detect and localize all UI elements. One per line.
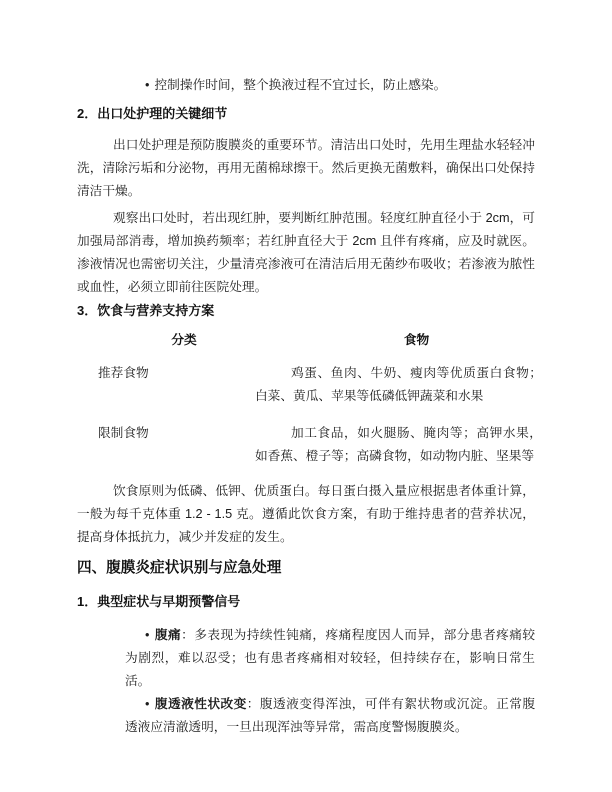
bullet-icon: • — [145, 628, 150, 642]
list-item-operation-time — [125, 74, 535, 97]
table-row-recommended-foods — [77, 362, 542, 408]
bullet-icon: • — [145, 697, 150, 711]
section-heading-typical-symptoms: 1．典型症状与早期预警信号 — [77, 594, 241, 609]
list-item-dialysate-change — [125, 693, 535, 739]
paragraph-diet-principles: 饮食原则为低磷、低钾、优质蛋白。每日蛋白摄入量应根据患者体重计算，一般为每千克体重 1.2 - 1.5 克。遵循此饮食方案，有助于维持患者的营养状况，提高身体抵抗力，减少并发症的发生。 — [77, 484, 535, 544]
document-content — [77, 74, 542, 739]
diet-table-header-row — [77, 329, 542, 352]
list-item-text: 控制操作时间，整个换液过程不宜过长，防止感染。 — [154, 78, 447, 92]
table-cell-foods: 鸡蛋、鱼肉、牛奶、瘦肉等优质蛋白食物；白菜、黄瓜、苹果等低磷低钾蔬菜和水果 — [255, 366, 542, 403]
list-item-text: ：多表现为持续性钝痛，疼痛程度因人而异，部分患者疼痛较为剧烈，难以忍受；也有患者疼痛相对较轻，但持续存在，影响日常生活。 — [125, 628, 536, 688]
section-heading-exit-site-care: 2．出口处护理的关键细节 — [77, 106, 228, 121]
table-cell-foods: 加工食品，如火腿肠、腌肉等；高钾水果，如香蕉、橙子等；高磷食物，如动物内脏、坚果等 — [255, 426, 542, 463]
bullet-icon: • — [145, 78, 150, 92]
list-item-abdominal-pain — [125, 624, 535, 693]
section-heading-diet-nutrition: 3．饮食与营养支持方案 — [77, 303, 215, 318]
list-item-text: ：腹透液变得浑浊，可伴有絮状物或沉淀。正常腹透液应清澈透明，一旦出现浑浊等异常，需高度警惕腹膜炎。 — [125, 697, 536, 734]
chapter-heading-peritonitis: 四、腹膜炎症状识别与应急处理 — [77, 560, 282, 576]
list-item-label: 腹痛 — [154, 628, 182, 642]
diet-table-header-category: 分类 — [171, 333, 197, 347]
table-cell-category: 推荐食物 — [98, 366, 149, 380]
paragraph-exit-site-observation: 观察出口处时，若出现红肿，要判断红肿范围。轻度红肿直径小于 2cm，可加强局部消毒，增加换药频率；若红肿直径大于 2cm 且伴有疼痛，应及时就医。渗液情况也需密切关注，少量清亮渗液可在清洁后用无菌纱布吸收；若渗液为脓性或血性，必须立即前往医院处理。 — [77, 211, 535, 294]
diet-table — [77, 329, 542, 468]
diet-table-header-foods: 食物 — [403, 333, 430, 347]
list-item-label: 腹透液性状改变 — [154, 697, 247, 711]
table-row-restricted-foods — [77, 422, 542, 468]
table-cell-category: 限制食物 — [98, 426, 149, 440]
paragraph-exit-site-cleaning: 出口处护理是预防腹膜炎的重要环节。清洁出口处时，先用生理盐水轻轻冲洗，清除污垢和分泌物，再用无菌棉球擦干。然后更换无菌敷料，确保出口处保持清洁干燥。 — [77, 138, 535, 198]
